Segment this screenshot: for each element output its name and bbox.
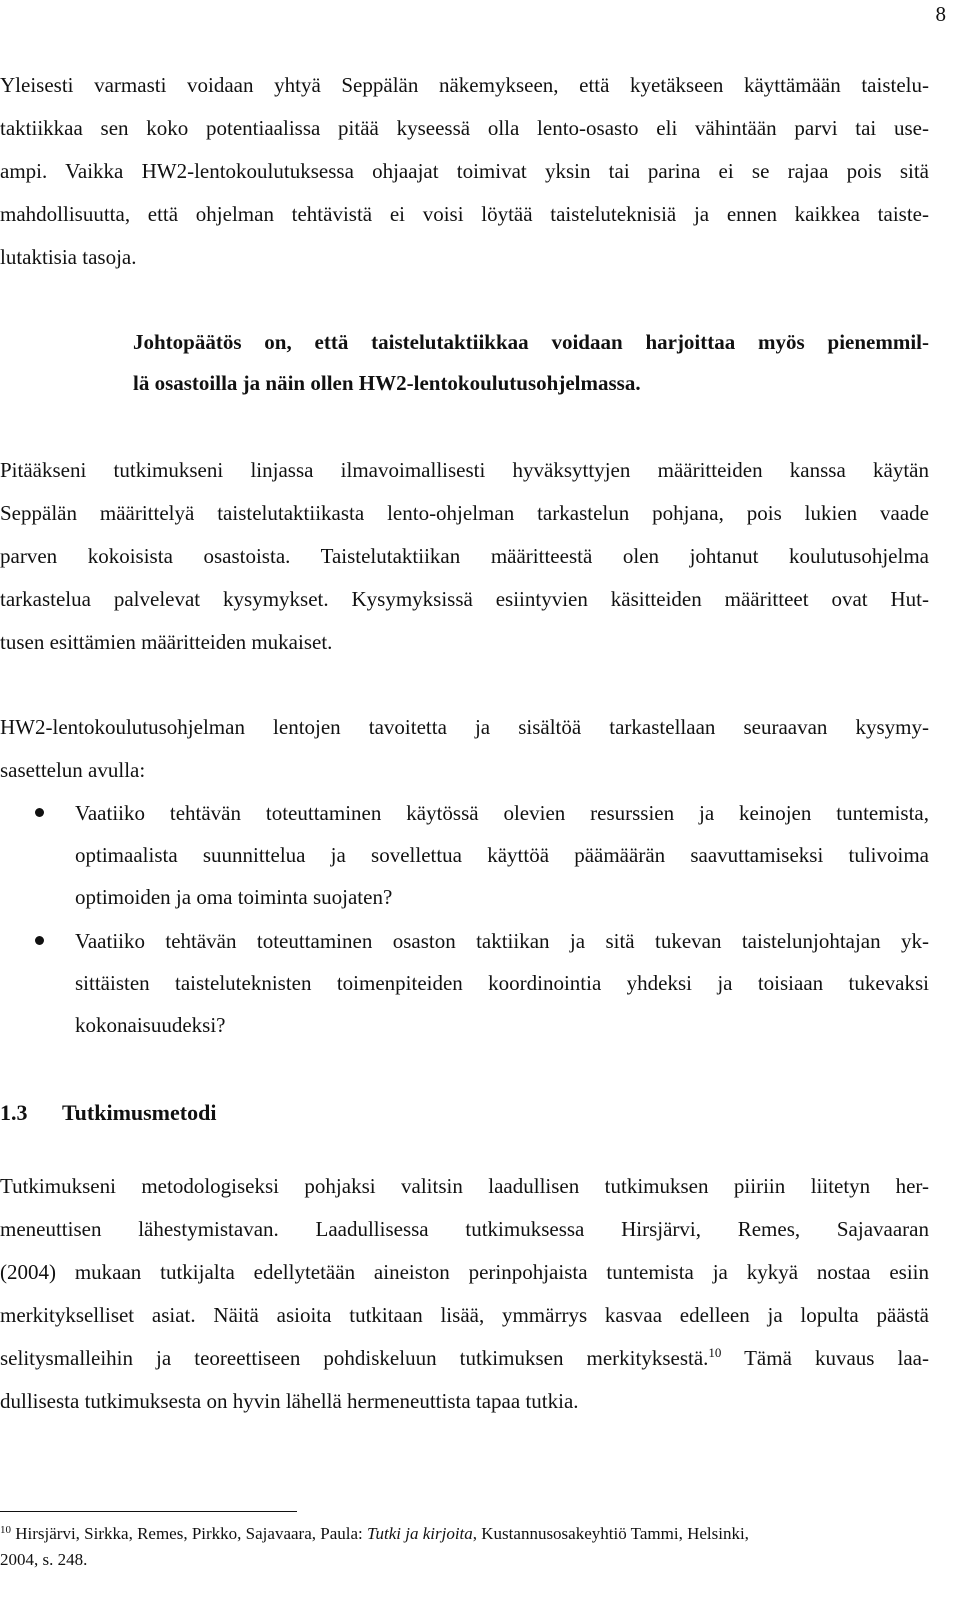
paragraph-line: tusen esittämien määritteiden mukaiset. <box>0 630 333 654</box>
paragraph-line: Pitääkseni tutkimukseni linjassa ilmavoimallisesti hyväksyttyjen määritteiden kanssa käytän <box>0 458 929 482</box>
bullet-icon <box>35 808 44 817</box>
section-number: 1.3 <box>0 1100 28 1125</box>
paragraph-line-text: selitysmalleihin ja teoreettiseen pohdiskeluun tutkimuksen merkityksestä. <box>0 1346 709 1370</box>
paragraph-4 <box>0 1165 929 1423</box>
paragraph-line: dullisesta tutkimuksesta on hyvin lähellä hermeneuttista tapaa tutkia. <box>0 1389 579 1413</box>
paragraph-1 <box>0 64 929 279</box>
footnote-text: Hirsjärvi, Sirkka, Remes, Pirkko, Sajavaara, Paula: <box>11 1524 367 1543</box>
section-heading <box>0 1098 216 1128</box>
paragraph-line: ampi. Vaikka HW2-lentokoulutuksessa ohjaajat toimivat yksin tai parina ei se rajaa pois sitä <box>0 159 929 183</box>
list-item <box>0 792 929 920</box>
paragraph-line: tarkastelua palvelevat kysymykset. Kysymyksissä esiintyvien käsitteiden määritteet ovat Hut- <box>0 587 929 611</box>
conclusion-line: Johtopäätös on, että taistelutaktiikkaa voidaan harjoittaa myös pienemmil- <box>133 330 929 354</box>
list-item-line: optimaalista suunnittelua ja sovellettua käyttöä päämäärän saavuttamiseksi tulivoima <box>75 843 929 867</box>
paragraph-line: sasettelun avulla: <box>0 758 146 782</box>
footnote-line: 2004, s. 248. <box>0 1550 88 1569</box>
list-item-line: kokonaisuudeksi? <box>75 1013 226 1037</box>
paragraph-line: HW2-lentokoulutusohjelman lentojen tavoitetta ja sisältöä tarkastellaan seuraavan kysymy- <box>0 715 929 739</box>
paragraph-3 <box>0 706 929 792</box>
list-item-line: optimoiden ja oma toiminta suojaten? <box>75 885 393 909</box>
section-title: Tutkimusmetodi <box>62 1100 217 1125</box>
footnote-number: 10 <box>0 1524 11 1536</box>
page-number: 8 <box>935 2 946 26</box>
list-item <box>0 920 929 1046</box>
paragraph-line: Tutkimukseni metodologiseksi pohjaksi valitsin laadullisen tutkimuksen piiriin liitetyn her- <box>0 1174 929 1198</box>
paragraph-2 <box>0 449 929 664</box>
paragraph-line <box>0 1337 929 1380</box>
footnote <box>0 1521 929 1573</box>
list-item-line: sittäisten taisteluteknisten toimenpiteiden koordinointia yhdeksi ja toisiaan tukevaksi <box>75 971 929 995</box>
paragraph-line: Seppälän määrittelyä taistelutaktiikasta lento-ohjelman tarkastelun pohjana, pois lukien vaade <box>0 501 929 525</box>
paragraph-line: meneuttisen lähestymistavan. Laadullisessa tutkimuksessa Hirsjärvi, Remes, Sajavaaran <box>0 1217 929 1241</box>
bullet-icon <box>35 936 44 945</box>
paragraph-line: (2004) mukaan tutkijalta edellytetään aineiston perinpohjaista tuntemista ja kykyä nostaa esiin <box>0 1260 929 1284</box>
paragraph-line: merkitykselliset asiat. Näitä asioita tutkitaan lisää, ymmärrys kasvaa edelleen ja lopulta päästä <box>0 1303 929 1327</box>
footnote-book-title: Tutki ja kirjoita <box>366 1524 473 1543</box>
paragraph-line: parven kokoisista osastoista. Taistelutaktiikan määritteestä olen johtanut koulutusohjelma <box>0 544 929 568</box>
paragraph-line: lutaktisia tasoja. <box>0 245 137 269</box>
question-list <box>0 792 929 1046</box>
footnote-separator <box>0 1511 297 1512</box>
footnote-text: , Kustannusosakeyhtiö Tammi, Helsinki, <box>472 1524 749 1543</box>
footnote-reference[interactable]: 10 <box>708 1345 722 1360</box>
list-item-line: Vaatiiko tehtävän toteuttaminen käytössä olevien resurssien ja keinojen tuntemista, <box>75 801 929 825</box>
footnote-line <box>0 1521 929 1547</box>
paragraph-line: mahdollisuutta, että ohjelman tehtävistä ei voisi löytää taisteluteknisiä ja ennen kaikkea taiste- <box>0 202 929 226</box>
list-item-line: Vaatiiko tehtävän toteuttaminen osaston taktiikan ja sitä tukevan taistelunjohtajan yk- <box>75 929 929 953</box>
paragraph-line: Yleisesti varmasti voidaan yhtyä Seppälän näkemykseen, että kyetäkseen käyttämään taistelu- <box>0 73 929 97</box>
conclusion-statement <box>133 322 929 404</box>
paragraph-line: taktiikkaa sen koko potentiaalissa pitää kyseessä olla lento-osasto eli vähintään parvi tai use- <box>0 116 929 140</box>
conclusion-line: lä osastoilla ja näin ollen HW2-lentokoulutusohjelmassa. <box>133 371 641 395</box>
paragraph-line-text: Tämä kuvaus laa- <box>721 1346 929 1370</box>
